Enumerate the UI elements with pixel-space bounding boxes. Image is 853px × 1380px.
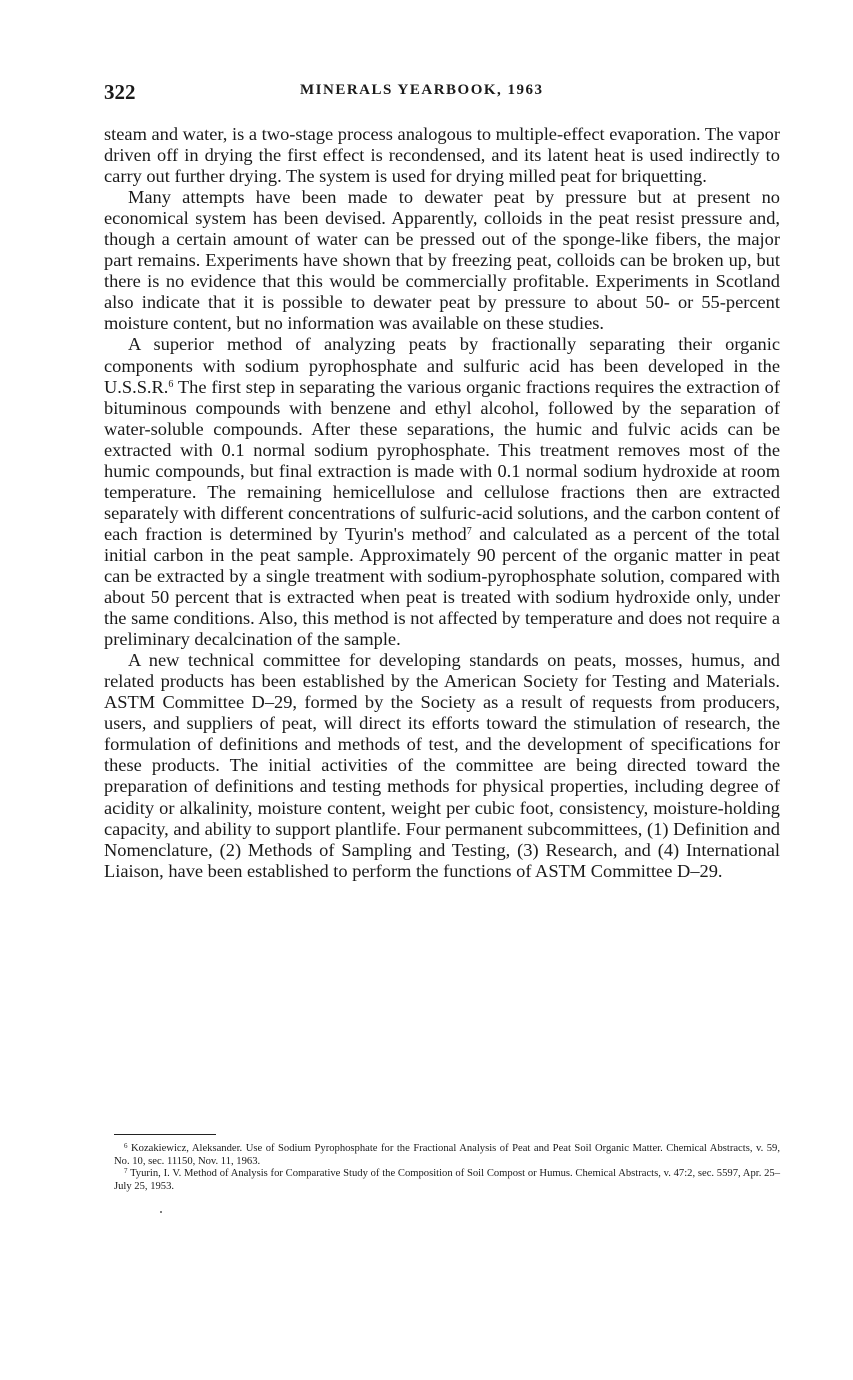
footnote-marker: 7 (124, 1167, 128, 1176)
paragraph-continuation: steam and water, is a two-stage process analogous to multiple-effect evaporation. The vapor driven off in drying the first effect is recondensed, and its latent heat is used indirectly to carry out further drying. The system is used for drying milled peat for briquetting. (104, 124, 780, 187)
footnote-ref-7: 7 (466, 525, 472, 537)
paragraph-text: A superior method of analyzing peats by fractionally separating their organic components with sodium pyrophosphate and sulfuric acid has been developed in the U.S.S.R. (104, 334, 780, 397)
footnote-text: Tyurin, I. V. Method of Analysis for Comparative Study of the Composition of Soil Compost or Humus. Chemical Abstracts, v. 47:2, sec. 5597, Apr. 25–July 25, 1953. (114, 1168, 780, 1192)
footnote-marker: 6 (124, 1142, 128, 1150)
paragraph-text: and calculated as a percent of the total initial carbon in the peat sample. Approximately 90 percent of the organic matter in peat can be extracted by a single treatment with sodium-pyrophosphate solution, compared with about 50 percent that is extracted when peat is treated with sodium hydroxide only, under the same conditions. Also, this method is not affected by temperature and does not require a preliminary decalcination of the sample. (104, 523, 780, 650)
footnote-ref-6: 6 (168, 378, 174, 390)
page-number: 322 (104, 80, 136, 104)
footnote-6 (114, 1143, 780, 1168)
paragraph-dewatering: Many attempts have been made to dewater peat by pressure but at present no economical system has been devised. Apparently, colloids in the peat resist pressure and, though a certain amount of water can be pressed out of the sponge-like fibers, the major part remains. Experiments have shown that by freezing peat, colloids can be broken up, but there is no evidence that this would be commercially profitable. Experiments in Scotland also indicate that it is possible to dewater peat by pressure to about 50- or 55-percent moisture content, but no information was available on these studies. (104, 187, 780, 334)
running-title: MINERALS YEARBOOK, 1963 (300, 82, 544, 98)
footnotes (114, 1143, 780, 1193)
paragraph-fractional-analysis (104, 334, 780, 650)
paragraph-astm-committee: A new technical committee for developing standards on peats, mosses, humus, and related products has been established by the American Society for Testing and Materials. ASTM Committee D–29, formed by the Society as a result of requests from producers, users, and suppliers of peat, will direct its efforts toward the stimulation of research, the formulation of definitions and methods of test, and the development of specifications for these products. The initial activities of the committee are being directed toward the preparation of definitions and testing methods for physical properties, including degree of acidity or alkalinity, moisture content, weight per cubic foot, consistency, moisture-holding capacity, and ability to support plantlife. Four permanent subcommittees, (1) Definition and Nomenclature, (2) Methods of Sampling and Testing, (3) Research, and (4) International Liaison, have been established to perform the functions of ASTM Committee D–29. (104, 650, 780, 881)
scan-speck (160, 1211, 162, 1213)
footnote-divider (114, 1134, 216, 1135)
page-header (104, 80, 780, 106)
paragraph-text: The first step in separating the various organic fractions requires the extraction of bituminous compounds with benzene and ethyl alcohol, followed by the separation of water-soluble compounds. After these separations, the humic and fulvic acids can be extracted with 0.1 normal sodium pyrophosphate. This treatment removes most of the humic compounds, but final extraction is made with 0.1 normal sodium hydroxide at room temperature. The remaining hemicellulose and cellulose fractions then are extracted separately with different concentrations of sulfuric-acid solutions, and the carbon content of each fraction is determined by Tyurin's method (104, 376, 780, 544)
footnote-text: Kozakiewicz, Aleksander. Use of Sodium Pyrophosphate for the Fractional Analysis of Peat and Peat Soil Organic Matter. Chemical Abstracts, v. 59, No. 10, sec. 11150, Nov. 11, 1963. (114, 1143, 780, 1167)
footnote-7 (114, 1168, 780, 1193)
body-text (104, 124, 780, 882)
